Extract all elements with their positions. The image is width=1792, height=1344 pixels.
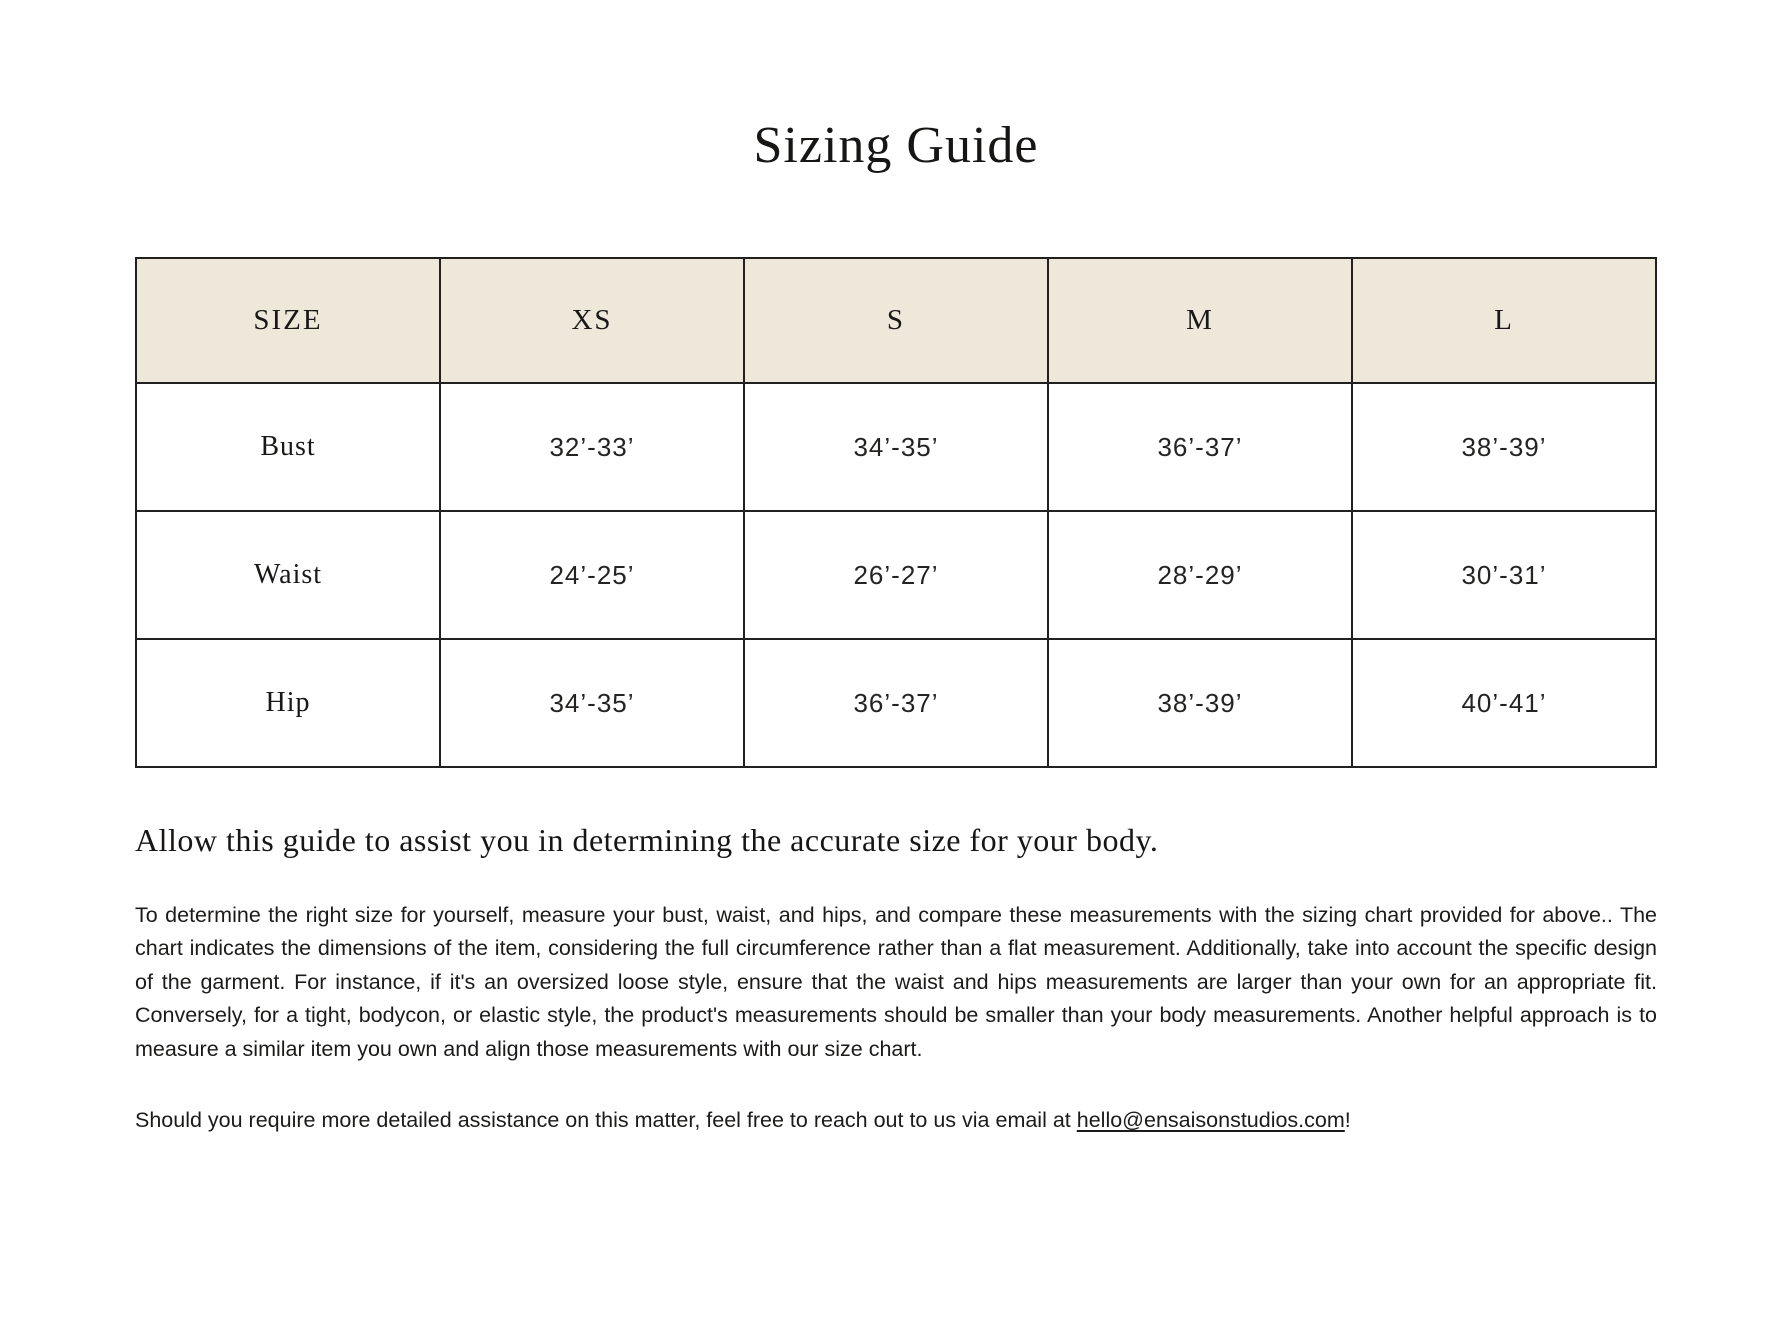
column-header-s: S (744, 258, 1048, 383)
guide-paragraph: To determine the right size for yourself, measure your bust, waist, and hips, and compare these measurements with the sizing chart provided for above.. The chart indicates the dimensions of the item, considering the full circumference rather than a flat measurement. Additionally, take into account the specific design of the garment. For instance, if it's an oversized loose style, ensure that the waist and hips measurements are larger than your own for an appropriate fit. Conversely, for a tight, bodycon, or elastic style, the product's measurements should be smaller than your body measurements. Another helpful approach is to measure a similar item you own and align those measurements with our size chart. (135, 903, 1657, 1061)
contact-suffix: ! (1344, 1108, 1351, 1133)
table-header-row (136, 258, 1656, 383)
cell-waist-m: 28’-29’ (1048, 511, 1352, 639)
row-label-waist: Waist (136, 511, 440, 639)
cell-bust-l: 38’-39’ (1352, 383, 1656, 511)
cell-hip-m: 38’-39’ (1048, 639, 1352, 767)
cell-hip-l: 40’-41’ (1352, 639, 1656, 767)
contact-paragraph (135, 1104, 1657, 1137)
email-link[interactable]: hello@ensaisonstudios.com (1076, 1108, 1345, 1133)
column-header-l: L (1352, 258, 1656, 383)
row-label-hip: Hip (136, 639, 440, 767)
size-chart-table (135, 257, 1657, 768)
cell-bust-xs: 32’-33’ (440, 383, 744, 511)
table-row-hip (136, 639, 1656, 767)
cell-hip-xs: 34’-35’ (440, 639, 744, 767)
row-label-bust: Bust (136, 383, 440, 511)
page-title: Sizing Guide (753, 117, 1039, 174)
cell-bust-s: 34’-35’ (744, 383, 1048, 511)
table-row-bust (136, 383, 1656, 511)
column-header-size: SIZE (136, 258, 440, 383)
cell-waist-s: 26’-27’ (744, 511, 1048, 639)
column-header-m: M (1048, 258, 1352, 383)
table-row-waist (136, 511, 1656, 639)
cell-waist-xs: 24’-25’ (440, 511, 744, 639)
cell-hip-s: 36’-37’ (744, 639, 1048, 767)
guide-subtitle: Allow this guide to assist you in determining the accurate size for your body. (135, 822, 1159, 858)
cell-waist-l: 30’-31’ (1352, 511, 1656, 639)
cell-bust-m: 36’-37’ (1048, 383, 1352, 511)
contact-text: Should you require more detailed assistance on this matter, feel free to reach out to us via email at (135, 1108, 1077, 1133)
column-header-xs: XS (440, 258, 744, 383)
